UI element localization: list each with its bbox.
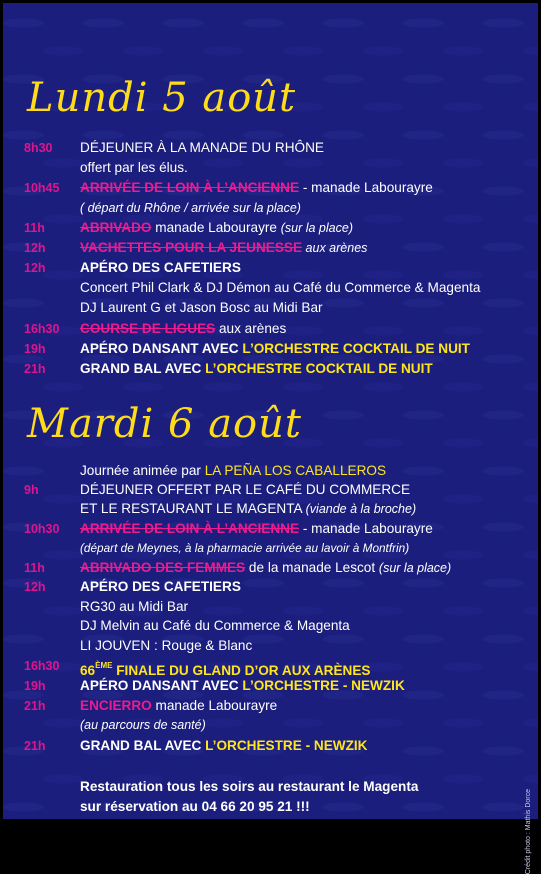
- event-highlight: L’ORCHESTRE COCKTAIL DE NUIT: [242, 341, 470, 356]
- row-text: manade Labourayre: [151, 220, 281, 235]
- ordinal-number: 66: [80, 663, 96, 678]
- row-text: APÉRO DES CAFETIERS: [80, 260, 241, 275]
- row-time: 9h: [24, 483, 39, 497]
- row-time: 16h30: [24, 659, 60, 673]
- event-highlight: VACHETTES POUR LA JEUNESSE: [80, 240, 303, 255]
- row-text: manade Labourayre: [151, 698, 278, 713]
- row-text: APÉRO DANSANT AVEC: [80, 341, 243, 356]
- photo-credit: Crédit photo : Mathis Dorce: [525, 789, 532, 874]
- event-highlight: ENCIERRO: [80, 698, 152, 713]
- poster: [3, 3, 538, 874]
- footer-line-1: Restauration tous les soirs au restaurant le Magenta: [80, 779, 419, 794]
- row-text: - manade Labourayre: [299, 180, 433, 195]
- event-highlight: ARRIVÉE DE LOIN À L’ANCIENNE: [80, 180, 300, 195]
- event-highlight: COURSE DE LIGUES: [80, 321, 216, 336]
- row-time: 19h: [24, 679, 46, 693]
- row-text: aux arènes: [215, 321, 287, 336]
- row-time: 10h45: [24, 181, 60, 195]
- row-text: GRAND BAL AVEC: [80, 738, 206, 753]
- row-time: 16h30: [24, 322, 60, 336]
- row-text: de la manade Lescot: [245, 560, 379, 575]
- row-text: GRAND BAL AVEC: [80, 361, 206, 376]
- row-text: LI JOUVEN : Rouge & Blanc: [80, 638, 253, 653]
- row-text: ET LE RESTAURANT LE MAGENTA: [80, 501, 306, 516]
- row-text: Journée animée par: [80, 463, 205, 478]
- event-highlight: L’ORCHESTRE - NEWZIK: [242, 678, 405, 693]
- row-note: (viande à la broche): [305, 502, 417, 516]
- row-text: DJ Melvin au Café du Commerce & Magenta: [80, 618, 350, 633]
- row-text: DÉJEUNER OFFERT PAR LE CAFÉ DU COMMERCE: [80, 482, 411, 497]
- row-text: DÉJEUNER À LA MANADE DU RHÔNE: [80, 140, 324, 155]
- row-text: offert par les élus.: [80, 160, 188, 175]
- event-highlight: ARRIVÉE DE LOIN À L’ANCIENNE: [80, 521, 300, 536]
- row-text: RG30 au Midi Bar: [80, 599, 189, 614]
- row-text: Concert Phil Clark & DJ Démon au Café du Commerce & Magenta: [80, 280, 481, 295]
- row-text: DJ Laurent G et Jason Bosc au Midi Bar: [80, 300, 323, 315]
- row-time: 11h: [24, 221, 45, 235]
- row-time: 8h30: [24, 141, 53, 155]
- row-time: 21h: [24, 739, 46, 753]
- row-note: ( départ du Rhône / arrivée sur la place): [80, 201, 301, 215]
- row-note: (sur la place): [280, 221, 353, 235]
- day2-title: Mardi 6 août: [27, 401, 302, 447]
- row-text: FINALE DU GLAND D’OR AUX ARÈNES: [112, 663, 371, 678]
- row-text: APÉRO DES CAFETIERS: [80, 579, 241, 594]
- row-time: 12h: [24, 580, 46, 594]
- row-note: (au parcours de santé): [80, 718, 206, 732]
- row-time: 12h: [24, 261, 46, 275]
- row-text: aux arènes: [302, 241, 368, 255]
- event-highlight: LA PEÑA LOS CABALLEROS: [204, 463, 387, 478]
- row-time: 12h: [24, 241, 46, 255]
- row-note: (départ de Meynes, à la pharmacie arrivée au lavoir à Montfrin): [80, 541, 410, 555]
- day1-title: Lundi 5 août: [27, 75, 297, 121]
- row-text: APÉRO DANSANT AVEC: [80, 678, 243, 693]
- row-time: 10h30: [24, 522, 60, 536]
- row-time: 21h: [24, 362, 46, 376]
- event-highlight: L’ORCHESTRE - NEWZIK: [205, 738, 368, 753]
- footer-line-2: sur réservation au 04 66 20 95 21 !!!: [80, 799, 310, 814]
- row-time: 11h: [24, 561, 45, 575]
- event-highlight: ABRIVADO: [80, 220, 152, 235]
- row-time: 19h: [24, 342, 46, 356]
- event-highlight: L’ORCHESTRE COCKTAIL DE NUIT: [205, 361, 433, 376]
- event-highlight: ABRIVADO DES FEMMES: [80, 560, 246, 575]
- row-text: - manade Labourayre: [299, 521, 433, 536]
- row-note: (sur la place): [378, 561, 452, 575]
- row-time: 21h: [24, 699, 46, 713]
- ordinal-suffix: ÈME: [95, 661, 113, 670]
